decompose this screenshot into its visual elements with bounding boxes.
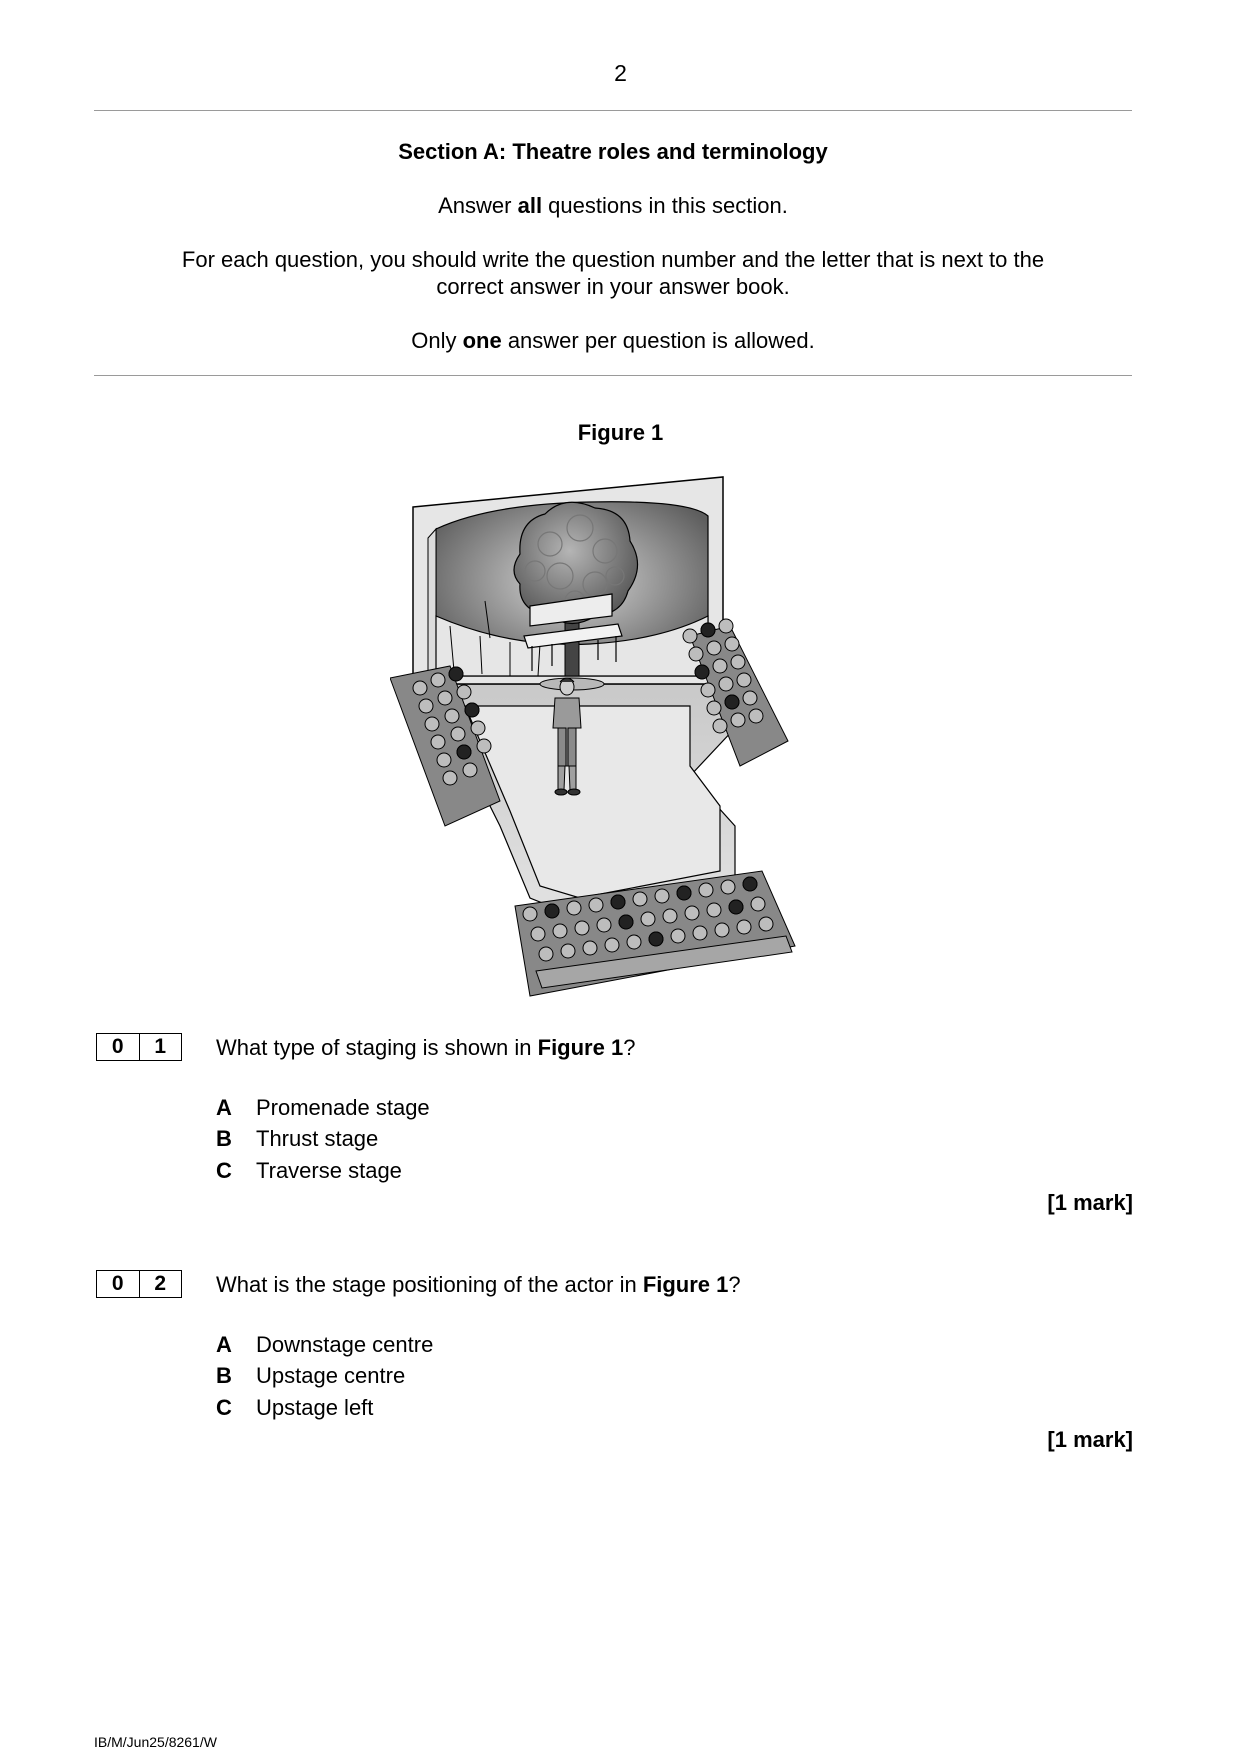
page-number: 2 [614,60,627,86]
question-01-option-a: A Promenade stage [216,1095,430,1120]
top-divider [94,110,1132,111]
question-01-option-c: C Traverse stage [216,1158,402,1183]
figure-1-thrust-stage-illustration [390,466,830,998]
question-number-01: 0 1 [96,1033,182,1061]
footer-reference: IB/M/Jun25/8261/W [94,1734,217,1750]
question-01-mark: [1 mark] [1047,1190,1133,1215]
section-divider [94,375,1132,376]
instruction-answer-all: Answer all questions in this section. [438,193,788,218]
section-title: Section A: Theatre roles and terminology [398,139,828,164]
question-02-option-a: A Downstage centre [216,1332,434,1357]
question-02-option-b: B Upstage centre [216,1363,406,1388]
instruction-one-answer: Only one answer per question is allowed. [411,328,815,353]
question-02-mark: [1 mark] [1047,1427,1133,1452]
question-01-text: What type of staging is shown in Figure 1? [216,1035,636,1060]
question-01-option-b: B Thrust stage [216,1126,379,1151]
question-02-text: What is the stage positioning of the actor in Figure 1? [216,1272,741,1297]
question-number-02: 0 2 [96,1270,182,1298]
figure-label: Figure 1 [577,420,664,445]
instruction-write-number: For each question, you should write the question number and the letter that is next to the correct answer in your answer book. [181,247,1045,299]
question-02-option-c: C Upstage left [216,1395,374,1420]
